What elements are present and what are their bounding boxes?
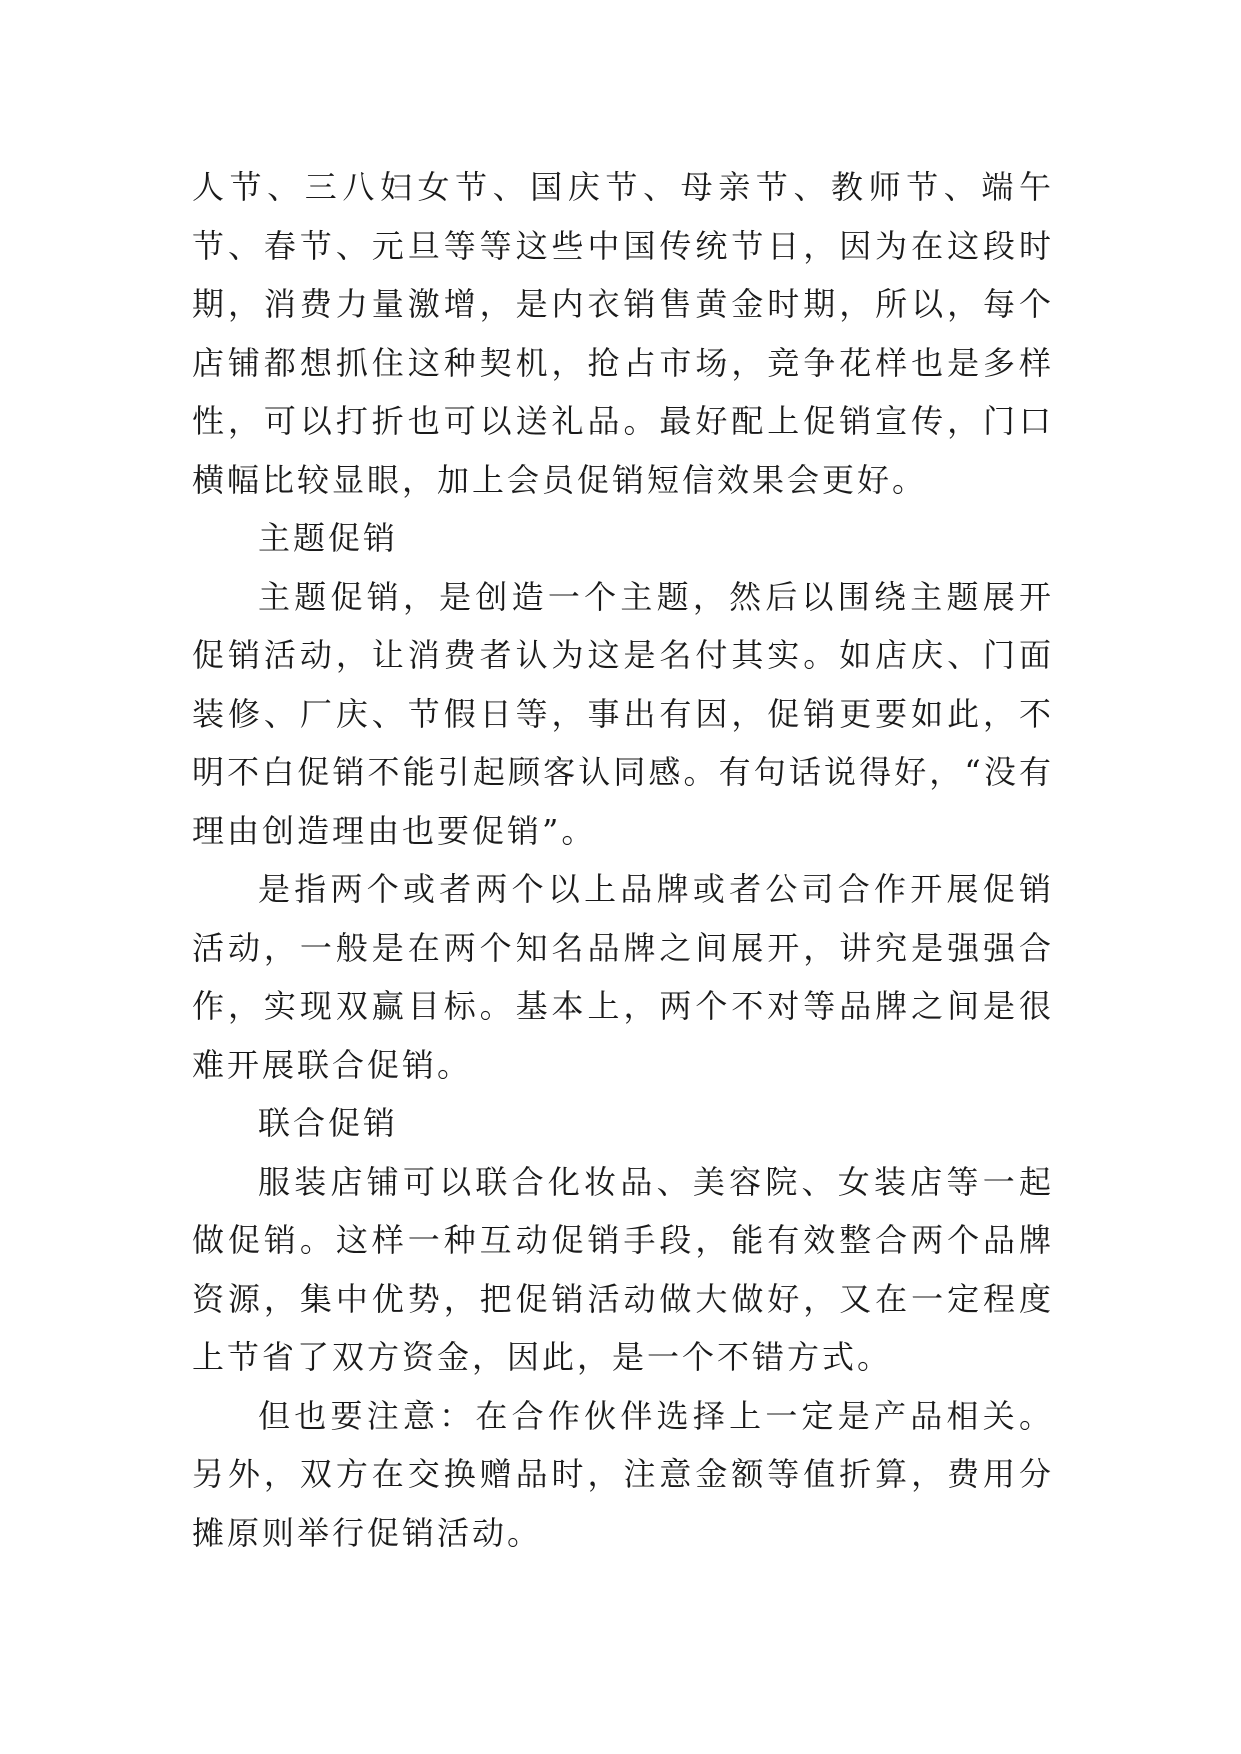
heading-theme-promotion: 主题促销 [258,519,399,557]
paragraph-caution: 但也要注意：在合作伙伴选择上一定是产品相关。另外，双方在交换赠品时，注意金额等值折算，费用分摊原则举行促销活动。 [192,1396,1054,1552]
heading-joint-promotion: 联合促销 [258,1104,399,1142]
paragraph-brand-cooperation: 是指两个或者两个以上品牌或者公司合作开展促销活动，一般是在两个知名品牌之间展开，讲究是强强合作，实现双赢目标。基本上，两个不对等品牌之间是很难开展联合促销。 [192,870,1054,1084]
document-page [192,158,1054,1562]
paragraph-joint-promotion: 服装店铺可以联合化妆品、美容院、女装店等一起做促销。这样一种互动促销手段，能有效整合两个品牌资源，集中优势，把促销活动做大做好，又在一定程度上节省了双方资金，因此，是一个不错方式。 [192,1162,1054,1376]
paragraph-theme-promotion: 主题促销，是创造一个主题，然后以围绕主题展开促销活动，让消费者认为这是名付其实。如店庆、门面装修、厂庆、节假日等，事出有因，促销更要如此，不明不白促销不能引起顾客认同感。有句话说得好，“没有理由创造理由也要促销”。 [192,577,1054,850]
paragraph-holidays: 人节、三八妇女节、国庆节、母亲节、教师节、端午节、春节、元旦等等这些中国传统节日，因为在这段时期，消费力量激增，是内衣销售黄金时期，所以，每个店铺都想抓住这种契机，抢占市场，竞争花样也是多样性，可以打折也可以送礼品。最好配上促销宣传，门口横幅比较显眼，加上会员促销短信效果会更好。 [192,168,1054,499]
